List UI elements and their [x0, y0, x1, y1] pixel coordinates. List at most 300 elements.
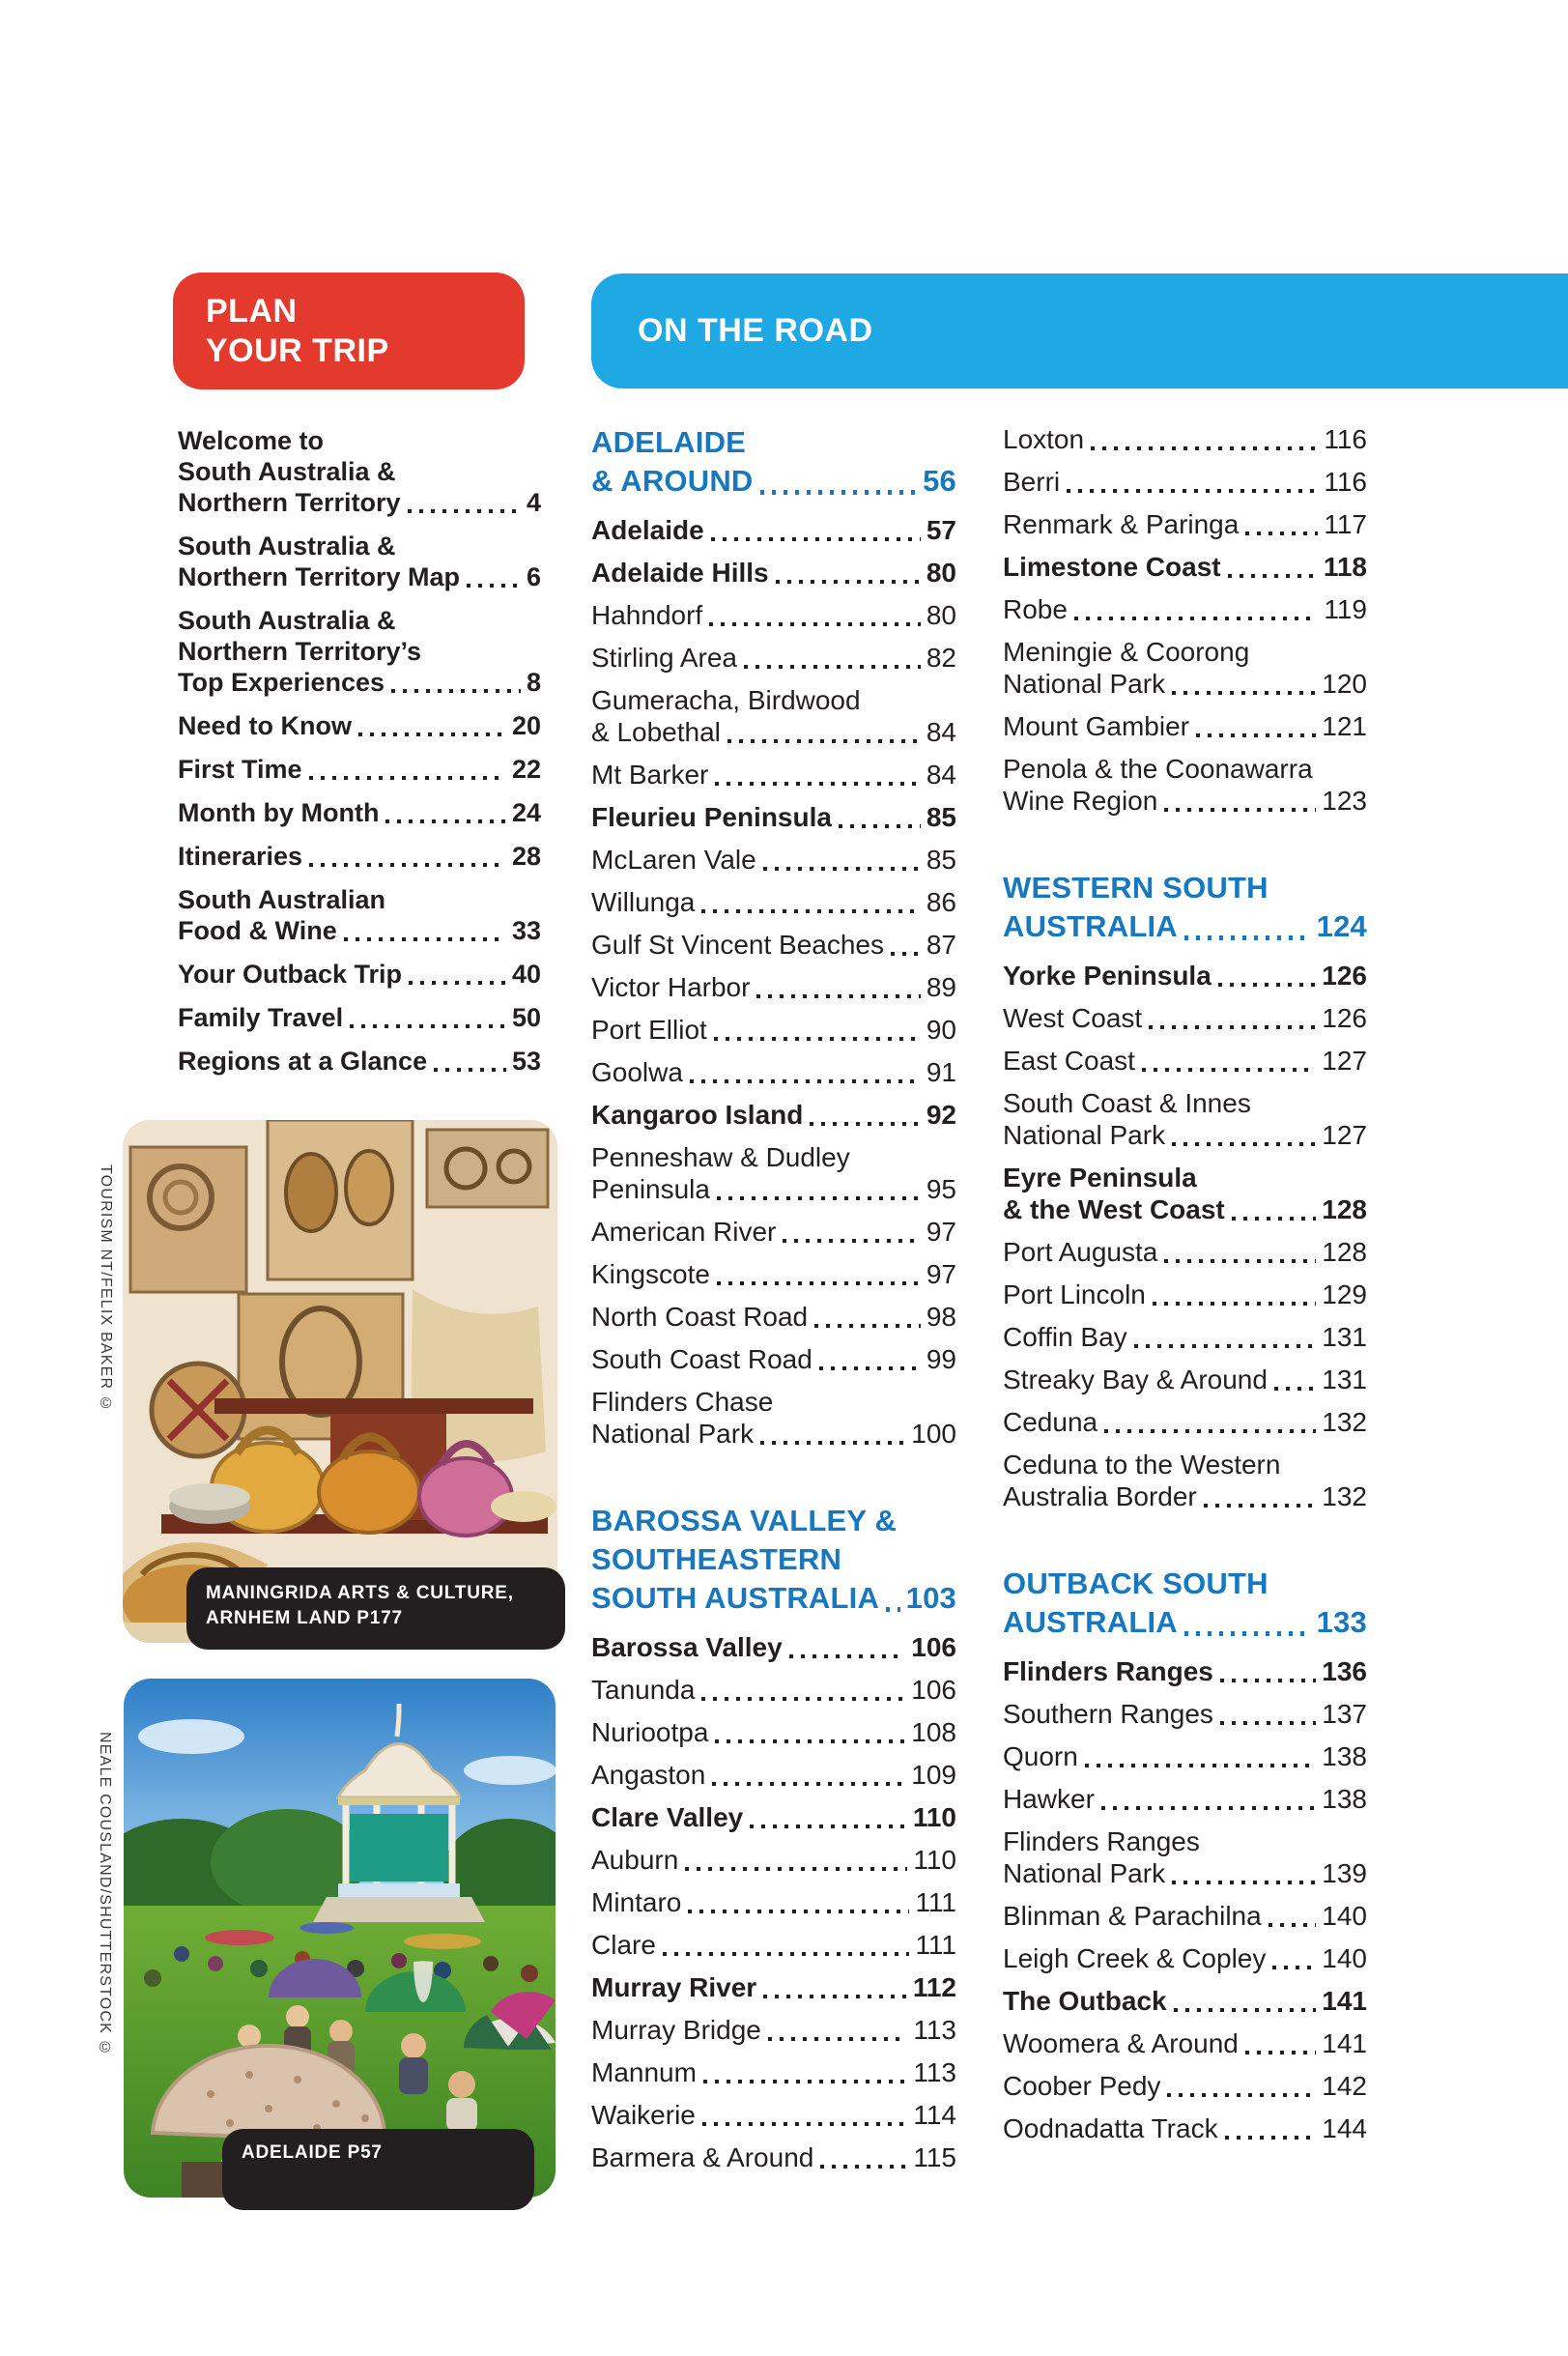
dot-leader [763, 867, 921, 871]
toc-entry [591, 801, 956, 833]
dot-leader [309, 863, 506, 867]
page-number: 112 [912, 1972, 956, 2002]
dot-leader [1153, 1302, 1316, 1306]
entry-title-text: & Lobethal [591, 717, 721, 747]
entry-title-text: Barmera & Around [591, 2142, 814, 2172]
toc-entry [1003, 1449, 1367, 1512]
dot-leader [715, 1739, 905, 1743]
entry-title-text: Adelaide Hills [591, 558, 769, 588]
page-number: 8 [526, 668, 541, 697]
entry-title-text: Mount Gambier [1003, 711, 1189, 741]
entry-title-text: Port Lincoln [1003, 1279, 1146, 1309]
toc-entry [1003, 1279, 1367, 1310]
dot-leader [701, 909, 920, 913]
page-number: 138 [1322, 1741, 1367, 1771]
page-number: 84 [926, 717, 956, 747]
photo-adelaide-park [124, 1679, 556, 2198]
section-title-text: AUSTRALIA [1003, 909, 1178, 943]
toc-entry [1003, 1087, 1367, 1151]
page-number: 20 [511, 711, 541, 740]
entry-title-text: Flinders Ranges [1003, 1656, 1213, 1686]
plan-your-trip-column [178, 425, 541, 1089]
dot-leader [886, 1607, 900, 1612]
toc-entry [1003, 423, 1367, 455]
page-number: 92 [926, 1100, 956, 1130]
entry-title-text: Streaky Bay & Around [1003, 1365, 1268, 1394]
dot-leader [1104, 1429, 1316, 1433]
section-title-text: SOUTHEASTERN [591, 1542, 842, 1576]
page-number: 85 [926, 845, 956, 875]
page-number: 22 [511, 755, 541, 784]
dot-leader [1220, 1721, 1316, 1725]
dot-leader [703, 2080, 907, 2083]
page-number: 142 [1322, 2071, 1367, 2101]
entry-title-text: East Coast [1003, 1046, 1135, 1076]
page-number: 116 [1324, 424, 1367, 454]
entry-title-text: North Coast Road [591, 1302, 809, 1332]
toc-entry [591, 929, 956, 961]
entry-title-text: Coober Pedy [1003, 2071, 1161, 2101]
toc-entry [1003, 1985, 1367, 2017]
dot-leader [891, 952, 921, 956]
dot-leader [776, 580, 921, 584]
dot-leader [712, 1782, 905, 1786]
page-number: 80 [926, 600, 956, 630]
page-number: 114 [913, 2100, 956, 2130]
dot-leader [839, 824, 921, 828]
toc-entry [1003, 1364, 1367, 1395]
toc-entry [591, 1716, 956, 1748]
toc-entry [1003, 1942, 1367, 1974]
entry-title-text: South Coast Road [591, 1344, 813, 1374]
photo-credit-maningrida: TOURISM NT/FELIX BAKER © [98, 1164, 114, 1414]
entry-title-text: Northern Territory Map [178, 562, 461, 591]
entry-title-text: Hahndorf [591, 600, 703, 630]
toc-entry [591, 1386, 956, 1450]
plan-badge-line: PLAN [206, 292, 298, 330]
page-number: 141 [1322, 2028, 1367, 2058]
entry-title-text: Mintaro [591, 1887, 682, 1917]
entry-title-text: National Park [1003, 1858, 1166, 1888]
toc-entry [591, 514, 956, 546]
page-number: 131 [1322, 1322, 1367, 1352]
toc-entry [178, 797, 541, 828]
entry-title-text: Eyre Peninsula [1003, 1163, 1197, 1192]
page-number: 111 [915, 1887, 956, 1917]
entry-title-text: American River [591, 1217, 777, 1247]
page-number: 24 [511, 798, 541, 827]
entry-title-text: Ceduna [1003, 1407, 1098, 1437]
entry-title-text: Clare [591, 1930, 656, 1960]
dot-leader [760, 1441, 905, 1445]
toc-entry [591, 1631, 956, 1663]
entry-title-text: Nuriootpa [591, 1717, 709, 1747]
toc-entry [591, 1886, 956, 1918]
page-number: 40 [511, 960, 541, 989]
page-number: 140 [1322, 1901, 1367, 1931]
dot-leader [467, 584, 521, 588]
entry-title-text: Meningie & Coorong [1003, 637, 1250, 667]
toc-entry [1003, 1321, 1367, 1353]
dot-leader [1172, 1881, 1316, 1884]
on-the-road-label: ON THE ROAD [638, 312, 873, 349]
entry-title-text: West Coast [1003, 1003, 1143, 1033]
page-number: 6 [526, 562, 541, 591]
entry-title-text: National Park [591, 1419, 755, 1449]
entry-title-text: Your Outback Trip [178, 960, 403, 989]
dot-leader [714, 1037, 921, 1041]
dot-leader [1172, 1142, 1316, 1146]
section-title-text: OUTBACK SOUTH [1003, 1566, 1269, 1600]
dot-leader [763, 1995, 907, 1998]
entry-title-text: Gumeracha, Birdwood [591, 685, 861, 715]
dot-leader [715, 782, 920, 786]
entry-title-text: Murray River [591, 1972, 757, 2002]
caption-line: ADELAIDE P57 [242, 2142, 383, 2163]
entry-title-text: Penneshaw & Dudley [591, 1142, 850, 1172]
entry-title-text: Yorke Peninsula [1003, 961, 1212, 991]
page-number: 108 [911, 1717, 956, 1747]
toc-entry [1003, 508, 1367, 540]
page-number: 128 [1322, 1194, 1367, 1224]
toc-entry [1003, 1236, 1367, 1268]
entry-title-text: Port Augusta [1003, 1237, 1158, 1267]
dot-leader [309, 776, 506, 780]
toc-entry [178, 884, 541, 946]
entry-title-text: Robe [1003, 594, 1068, 624]
toc-entry [178, 1002, 541, 1033]
page-number: 100 [911, 1419, 956, 1449]
dot-leader [1134, 1344, 1317, 1348]
entry-title-text: Welcome to [178, 426, 325, 455]
page-number: 90 [926, 1015, 956, 1045]
toc-entry [178, 959, 541, 990]
entry-title-text: Regions at a Glance [178, 1047, 428, 1076]
toc-entry [591, 2141, 956, 2173]
dot-leader [1164, 1259, 1316, 1263]
entry-title-text: Loxton [1003, 424, 1085, 454]
toc-section-heading [591, 1502, 956, 1618]
toc-entry [1003, 1825, 1367, 1889]
dot-leader [717, 1196, 921, 1200]
page-number: 106 [911, 1675, 956, 1705]
on-the-road-column-1 [591, 423, 956, 2184]
page-number: 118 [1323, 552, 1367, 582]
dot-leader [409, 981, 506, 985]
photo-maningrida-arts [123, 1120, 557, 1643]
dot-leader [810, 1122, 920, 1126]
dot-leader [690, 1079, 921, 1083]
toc-entry [178, 754, 541, 785]
entry-title-text: & the West Coast [1003, 1194, 1225, 1224]
toc-entry [1003, 960, 1367, 991]
page-number: 132 [1322, 1481, 1367, 1511]
page-number: 144 [1322, 2113, 1367, 2143]
page-number: 89 [926, 972, 956, 1002]
entry-title-text: Kangaroo Island [591, 1100, 804, 1130]
dot-leader [1269, 1923, 1317, 1927]
section-title-text: & AROUND [591, 464, 754, 498]
toc-entry [1003, 2070, 1367, 2102]
page-number: 128 [1322, 1237, 1367, 1267]
page-number: 28 [511, 842, 541, 871]
page-number: 106 [911, 1632, 956, 1662]
dot-leader [1225, 2136, 1317, 2140]
page-number: 119 [1324, 594, 1367, 624]
dot-leader [783, 1239, 920, 1243]
toc-entry [591, 1674, 956, 1706]
toc-entry [591, 759, 956, 790]
dot-leader [1228, 574, 1318, 578]
dot-leader [1218, 983, 1316, 987]
toc-entry [178, 1046, 541, 1077]
page-number: 80 [926, 558, 956, 588]
dot-leader [711, 537, 921, 541]
dot-leader [685, 1867, 907, 1871]
page-number: 137 [1322, 1699, 1367, 1729]
toc-section-heading [1003, 1565, 1367, 1642]
page-number: 141 [1322, 1986, 1367, 2016]
dot-leader [344, 937, 506, 941]
dot-leader [819, 1366, 921, 1370]
toc-entry [1003, 1162, 1367, 1225]
entry-title-text: Leigh Creek & Copley [1003, 1943, 1267, 1973]
dot-leader [408, 509, 521, 513]
on-the-road-column-2 [1003, 423, 1367, 2155]
entry-title-text: Need to Know [178, 711, 352, 740]
dot-leader [1245, 2051, 1316, 2054]
toc-entry [591, 971, 956, 1003]
page-number: 117 [1324, 509, 1367, 539]
entry-title-text: South Australia & [178, 532, 396, 560]
dot-leader [1074, 617, 1318, 620]
toc-entry [1003, 2027, 1367, 2059]
dot-leader [760, 490, 918, 495]
page-number: 121 [1322, 711, 1367, 741]
page-number: 132 [1322, 1407, 1367, 1437]
photo-caption-adelaide [222, 2129, 534, 2210]
toc-entry [591, 1343, 956, 1375]
page-number: 116 [1324, 467, 1367, 497]
toc-entry [1003, 593, 1367, 625]
toc-entry [178, 841, 541, 872]
toc-entry [1003, 710, 1367, 742]
entry-title-text: Auburn [591, 1845, 679, 1875]
toc-entry [591, 2056, 956, 2088]
caption-line: MANINGRIDA ARTS & CULTURE, [206, 1583, 514, 1603]
page-number: 97 [926, 1217, 956, 1247]
page-number: 98 [926, 1302, 956, 1332]
dot-leader [1220, 1679, 1316, 1682]
entry-title-text: Food & Wine [178, 916, 337, 945]
page-number: 129 [1322, 1279, 1367, 1309]
entry-title-text: Fleurieu Peninsula [591, 802, 832, 832]
toc-entry [591, 557, 956, 589]
page-number: 140 [1322, 1943, 1367, 1973]
toc-entry [591, 599, 956, 631]
entry-title-text: First Time [178, 755, 302, 784]
entry-title-text: Goolwa [591, 1057, 683, 1087]
toc-entry [591, 1301, 956, 1333]
entry-title-text: Murray Bridge [591, 2015, 761, 2045]
page-number: 50 [511, 1003, 541, 1032]
entry-title-text: Blinman & Parachilna [1003, 1901, 1262, 1931]
entry-title-text: Top Experiences [178, 668, 385, 697]
entry-title-text: South Coast & Innes [1003, 1088, 1251, 1118]
entry-title-text: Coffin Bay [1003, 1322, 1127, 1352]
dot-leader [358, 733, 506, 736]
entry-title-text: Gulf St Vincent Beaches [591, 930, 884, 960]
dot-leader [350, 1024, 506, 1028]
dot-leader [434, 1068, 506, 1072]
dot-leader [1172, 691, 1316, 695]
caption-line: ARNHEM LAND P177 [206, 1608, 403, 1628]
entry-title-text: Family Travel [178, 1003, 344, 1032]
dot-leader [1274, 1387, 1316, 1391]
toc-section-heading [1003, 869, 1367, 946]
page-number: 95 [926, 1174, 956, 1204]
toc-entry [591, 1216, 956, 1248]
dot-leader [1164, 808, 1316, 812]
section-title-text: BAROSSA VALLEY & [591, 1504, 898, 1537]
entry-title-text: Clare Valley [591, 1802, 744, 1832]
dot-leader [688, 1910, 909, 1913]
dot-leader [768, 2037, 908, 2041]
toc-entry [591, 886, 956, 918]
page-number: 85 [926, 802, 956, 832]
entry-title-text: Barossa Valley [591, 1632, 783, 1662]
entry-title-text: Mannum [591, 2057, 697, 2087]
entry-title-text: Month by Month [178, 798, 380, 827]
entry-title-text: Flinders Chase [591, 1387, 774, 1417]
page-number: 4 [526, 488, 541, 517]
page-number: 131 [1322, 1365, 1367, 1394]
toc-entry [1003, 1655, 1367, 1687]
toc-entry [591, 1056, 956, 1088]
page-number: 115 [913, 2142, 956, 2172]
entry-title-text: Stirling Area [591, 643, 737, 673]
toc-entry [1003, 2112, 1367, 2144]
page-number: 139 [1322, 1858, 1367, 1888]
dot-leader [1085, 1764, 1316, 1767]
on-the-road-banner [591, 273, 1568, 388]
toc-entry [1003, 1406, 1367, 1438]
dot-leader [1184, 1631, 1311, 1636]
toc-entry [591, 1258, 956, 1290]
entry-title-text: Northern Territory [178, 488, 401, 517]
page-number: 103 [905, 1581, 956, 1615]
page-number: 99 [926, 1344, 956, 1374]
toc-entry [1003, 753, 1367, 817]
page-number: 111 [915, 1930, 956, 1960]
entry-title-text: Waikerie [591, 2100, 696, 2130]
page-number: 133 [1316, 1605, 1367, 1639]
entry-title-text: Wine Region [1003, 786, 1158, 816]
page-number: 110 [912, 1802, 956, 1832]
dot-leader [1142, 1068, 1316, 1072]
page-number: 123 [1322, 786, 1367, 816]
page-number: 56 [923, 464, 956, 498]
toc-entry [1003, 636, 1367, 700]
dot-leader [1245, 532, 1318, 535]
toc-entry [178, 605, 541, 698]
dot-leader [789, 1654, 906, 1658]
page-number: 86 [926, 887, 956, 917]
page-number: 126 [1322, 961, 1367, 991]
dot-leader [1232, 1217, 1317, 1221]
page-number: 53 [511, 1047, 541, 1076]
toc-entry [1003, 1740, 1367, 1772]
toc-entry [1003, 1900, 1367, 1932]
entry-title-text: Woomera & Around [1003, 2028, 1239, 2058]
page-number: 91 [926, 1057, 956, 1087]
dot-leader [1091, 446, 1318, 450]
entry-title-text: Itineraries [178, 842, 303, 871]
toc-entry [591, 1014, 956, 1046]
toc-entry [591, 1141, 956, 1205]
entry-title-text: South Australian [178, 885, 386, 914]
page-number: 110 [913, 1845, 956, 1875]
entry-title-text: Kingscote [591, 1259, 710, 1289]
maningrida-photo-illustration [123, 1120, 557, 1643]
entry-title-text: South Australia & [178, 457, 396, 486]
page-number: 113 [913, 2015, 956, 2045]
dot-leader [391, 689, 521, 693]
dot-leader [385, 819, 506, 823]
entry-title-text: Port Elliot [591, 1015, 707, 1045]
section-title-text: WESTERN SOUTH [1003, 871, 1269, 905]
entry-title-text: Quorn [1003, 1741, 1078, 1771]
dot-leader [717, 1281, 921, 1285]
entry-title-text: Hawker [1003, 1784, 1095, 1814]
dot-leader [1196, 733, 1316, 737]
toc-entry [591, 1099, 956, 1131]
dot-leader [1167, 2093, 1316, 2097]
entry-title-text: Oodnadatta Track [1003, 2113, 1218, 2143]
toc-entry [178, 425, 541, 518]
page-number: 57 [926, 515, 956, 545]
dot-leader [744, 665, 921, 669]
page-number: 127 [1322, 1120, 1367, 1150]
dot-leader [702, 2122, 907, 2126]
toc-entry [591, 844, 956, 876]
toc-section-heading [591, 423, 956, 501]
page-number: 127 [1322, 1046, 1367, 1076]
dot-leader [820, 2165, 907, 2169]
photo-caption-maningrida [186, 1567, 565, 1650]
entry-title-text: McLaren Vale [591, 845, 756, 875]
page-number: 126 [1322, 1003, 1367, 1033]
page-number: 138 [1322, 1784, 1367, 1814]
entry-title-text: Ceduna to the Western [1003, 1450, 1281, 1480]
section-title-text: ADELAIDE [591, 425, 747, 459]
page-number: 87 [926, 930, 956, 960]
entry-title-text: Willunga [591, 887, 696, 917]
toc-entry [1003, 466, 1367, 498]
page-number: 120 [1322, 669, 1367, 699]
page-number: 82 [926, 643, 956, 673]
dot-leader [1184, 935, 1311, 940]
photo-credit-adelaide: NEALE COUSLAND/SHUTTERSTOCK © [97, 1732, 113, 2057]
dot-leader [1204, 1504, 1317, 1508]
entry-title-text: Peninsula [591, 1174, 710, 1204]
dot-leader [663, 1952, 910, 1956]
section-title-text: AUSTRALIA [1003, 1605, 1178, 1639]
toc-entry [591, 1971, 956, 2003]
toc-entry [591, 2014, 956, 2046]
toc-entry [591, 2099, 956, 2131]
entry-title-text: Angaston [591, 1760, 706, 1790]
